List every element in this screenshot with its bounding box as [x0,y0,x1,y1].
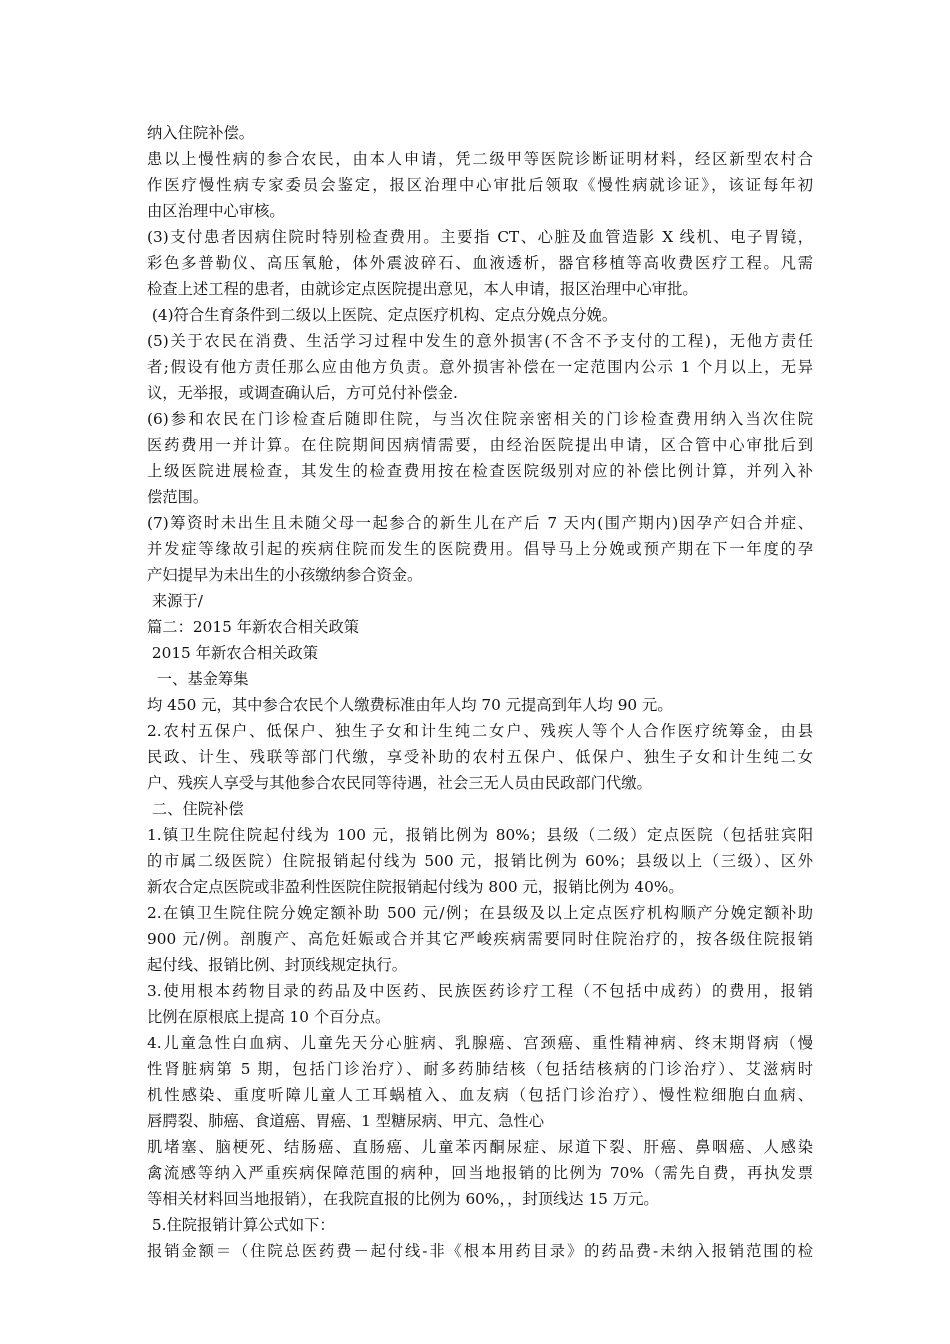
text-line: 报销金额＝（住院总医药费－起付线-非《根本用药目录》的药品费-未纳入报销范围的检 [147,1242,813,1260]
text-line: 起付线、报销比例、封顶线规定执行。 [147,956,408,974]
text-line: 彩色多普勒仪、高压氧舱，体外震波碎石、血液透析，器官移植等高收费医疗工程。凡需 [147,254,813,272]
text-line: 来源于/ [147,592,203,610]
text-line: 二、住院补偿 [147,800,244,818]
text-line: 的市属二级医院）住院报销起付线为 500 元，报销比例为 60%；县级以上（三级）、区外 [147,852,813,870]
text-line: 唇腭裂、肺癌、食道癌、胃癌、1 型糖尿病、甲亢、急性心 [147,1112,545,1130]
text-line: (4)符合生育条件到二级以上医院、定点医疗机构、定点分娩点分娩。 [147,306,618,324]
text-line: 肌堵塞、脑梗死、结肠癌、直肠癌、儿童苯丙酮尿症、尿道下裂、肝癌、鼻咽癌、人感染 [147,1138,813,1156]
text-line: 900 元/例。剖腹产、高危妊娠或合并其它严峻疾病需要同时住院治疗的，按各级住院报销 [147,930,813,948]
text-line: 篇二：2015 年新农合相关政策 [147,618,360,636]
text-line: 产妇提早为未出生的小孩缴纳参合资金。 [147,566,423,584]
document-page [147,120,813,1264]
text-line: (5)关于农民在消费、生活学习过程中发生的意外损害(不含不予支付的工程)，无他方责任 [147,332,813,350]
text-line: 患以上慢性病的参合农民，由本人申请，凭二级甲等医院诊断证明材料，经区新型农村合 [147,150,813,168]
text-line: 均 450 元，其中参合农民个人缴费标准由年人均 70 元提高到年人均 90 元。 [147,696,673,714]
text-line: 新农合定点医院或非盈利性医院住院报销起付线为 800 元，报销比例为 40%。 [147,878,684,896]
text-line: 检查上述工程的患者，由就诊定点医院提出意见，本人申请，报区治理中心审批。 [147,280,698,298]
text-line: 1.镇卫生院住院起付线为 100 元，报销比例为 80%；县级（二级）定点医院（包括驻宾阳 [147,826,813,844]
text-line: 上级医院进展检查，其发生的检查费用按在检查医院级别对应的补偿比例计算，并列入补 [147,462,813,480]
text-line: 作医疗慢性病专家委员会鉴定，报区治理中心审批后领取《慢性病就诊证》，该证每年初 [147,176,813,194]
text-line: 民政、计生、残联等部门代缴，享受补助的农村五保户、低保户、独生子女和计生纯二女 [147,748,813,766]
text-line: 议，无举报，或调查确认后，方可兑付补偿金. [147,384,458,402]
text-line: (6)参和农民在门诊检查后随即住院，与当次住院亲密相关的门诊检查费用纳入当次住院 [147,410,813,428]
text-line: 机性感染、重度听障儿童人工耳蜗植入、血友病（包括门诊治疗）、慢性粒细胞白血病、 [147,1086,813,1104]
text-line: 2.在镇卫生院住院分娩定额补助 500 元/例；在县级及以上定点医疗机构顺产分娩定额补助 [147,904,813,922]
text-line: 医药费用一并计算。在住院期间因病情需要，由经治医院提出申请，区合管中心审批后到 [147,436,813,454]
text-line: 偿范围。 [147,488,209,506]
text-line: (7)筹资时未出生且未随父母一起参合的新生儿在产后 7 天内(围产期内)因孕产妇合并症、 [147,514,813,532]
text-line: 户、残疾人享受与其他参合农民同等待遇，社会三无人员由民政部门代缴。 [147,774,652,792]
text-line: 由区治理中心审核。 [147,202,285,220]
text-line: 禽流感等纳入严重疾病保障范围的病种，回当地报销的比例为 70%（需先自费，再执发票 [147,1164,813,1182]
text-line: 4.儿童急性白血病、儿童先天分心脏病、乳腺癌、宫颈癌、重性精神病、终末期肾病（慢 [147,1034,813,1052]
text-line: 2015 年新农合相关政策 [147,644,319,662]
text-line: 比例在原根底上提高 10 个百分点。 [147,1008,391,1026]
text-line: 纳入住院补偿。 [147,124,255,142]
text-line: 2.农村五保户、低保户、独生子女和计生纯二女户、残疾人等个人合作医疗统筹金，由县 [147,722,813,740]
text-line: 者;假设有他方责任那么应由他方负责。意外损害补偿在一定范围内公示 1 个月以上，无异 [147,358,813,376]
text-line: (3)支付患者因病住院时特别检查费用。主要指 CT、心脏及血管造影 X 线机、电子胃镜， [147,228,813,246]
text-line: 一、基金筹集 [147,670,249,688]
text-line: 并发症等缘故引起的疾病住院而发生的医院费用。倡导马上分娩或预产期在下一年度的孕 [147,540,813,558]
text-line: 3.使用根本药物目录的药品及中医药、民族医药诊疗工程（不包括中成药）的费用，报销 [147,982,813,1000]
text-line: 5.住院报销计算公式如下： [147,1216,335,1234]
text-line: 等相关材料回当地报销），在我院直报的比例为 60%，，封顶线达 15 万元。 [147,1190,659,1208]
text-line: 性肾脏病第 5 期，包括门诊治疗）、耐多药肺结核（包括结核病的门诊治疗）、艾滋病时 [147,1060,813,1078]
